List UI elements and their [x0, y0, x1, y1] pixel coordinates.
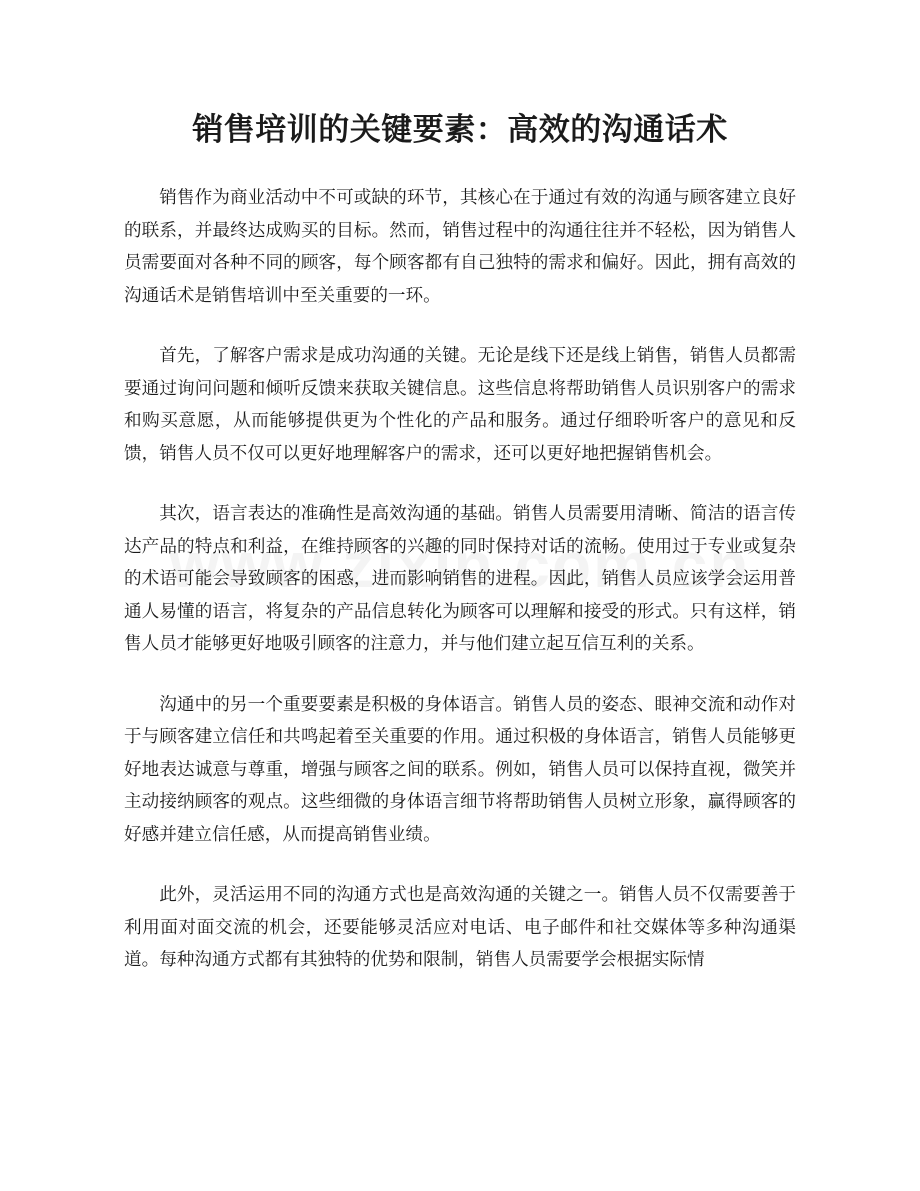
paragraph: 首先，了解客户需求是成功沟通的关键。无论是线下还是线上销售，销售人员都需要通过询问问题和倾听反馈来获取关键信息。这些信息将帮助销售人员识别客户的需求和购买意愿，从而能够提供更为个性化的产品和服务。通过仔细聆听客户的意见和反馈，销售人员不仅可以更好地理解客户的需求，还可以更好地把握销售机会。: [124, 346, 796, 464]
paragraph: 沟通中的另一个重要要素是积极的身体语言。销售人员的姿态、眼神交流和动作对于与顾客建立信任和共鸣起着至关重要的作用。通过积极的身体语言，销售人员能够更好地表达诚意与尊重，增强与顾客之间的联系。例如，销售人员可以保持直视，微笑并主动接纳顾客的观点。这些细微的身体语言细节将帮助销售人员树立形象，赢得顾客的好感并建立信任感，从而提高销售业绩。: [124, 694, 796, 845]
document-body: [124, 182, 796, 1005]
paragraph: 此外，灵活运用不同的沟通方式也是高效沟通的关键之一。销售人员不仅需要善于利用面对面交流的机会，还要能够灵活应对电话、电子邮件和社交媒体等多种沟通渠道。每种沟通方式都有其独特的优势和限制，销售人员需要学会根据实际情: [124, 885, 796, 970]
document-title: 销售培训的关键要素：高效的沟通话术: [192, 112, 728, 148]
paragraph: 其次，语言表达的准确性是高效沟通的基础。销售人员需要用清晰、简洁的语言传达产品的特点和利益，在维持顾客的兴趣的同时保持对话的流畅。使用过于专业或复杂的术语可能会导致顾客的困惑，进而影响销售的进程。因此，销售人员应该学会运用普通人易懂的语言，将复杂的产品信息转化为顾客可以理解和接受的形式。只有这样，销售人员才能够更好地吸引顾客的注意力，并与他们建立起互信互利的关系。: [124, 504, 796, 654]
paragraph: 销售作为商业活动中不可或缺的环节，其核心在于通过有效的沟通与顾客建立良好的联系，并最终达成购买的目标。然而，销售过程中的沟通往往并不轻松，因为销售人员需要面对各种不同的顾客，每个顾客都有自己独特的需求和偏好。因此，拥有高效的沟通话术是销售培训中至关重要的一环。: [124, 188, 796, 306]
